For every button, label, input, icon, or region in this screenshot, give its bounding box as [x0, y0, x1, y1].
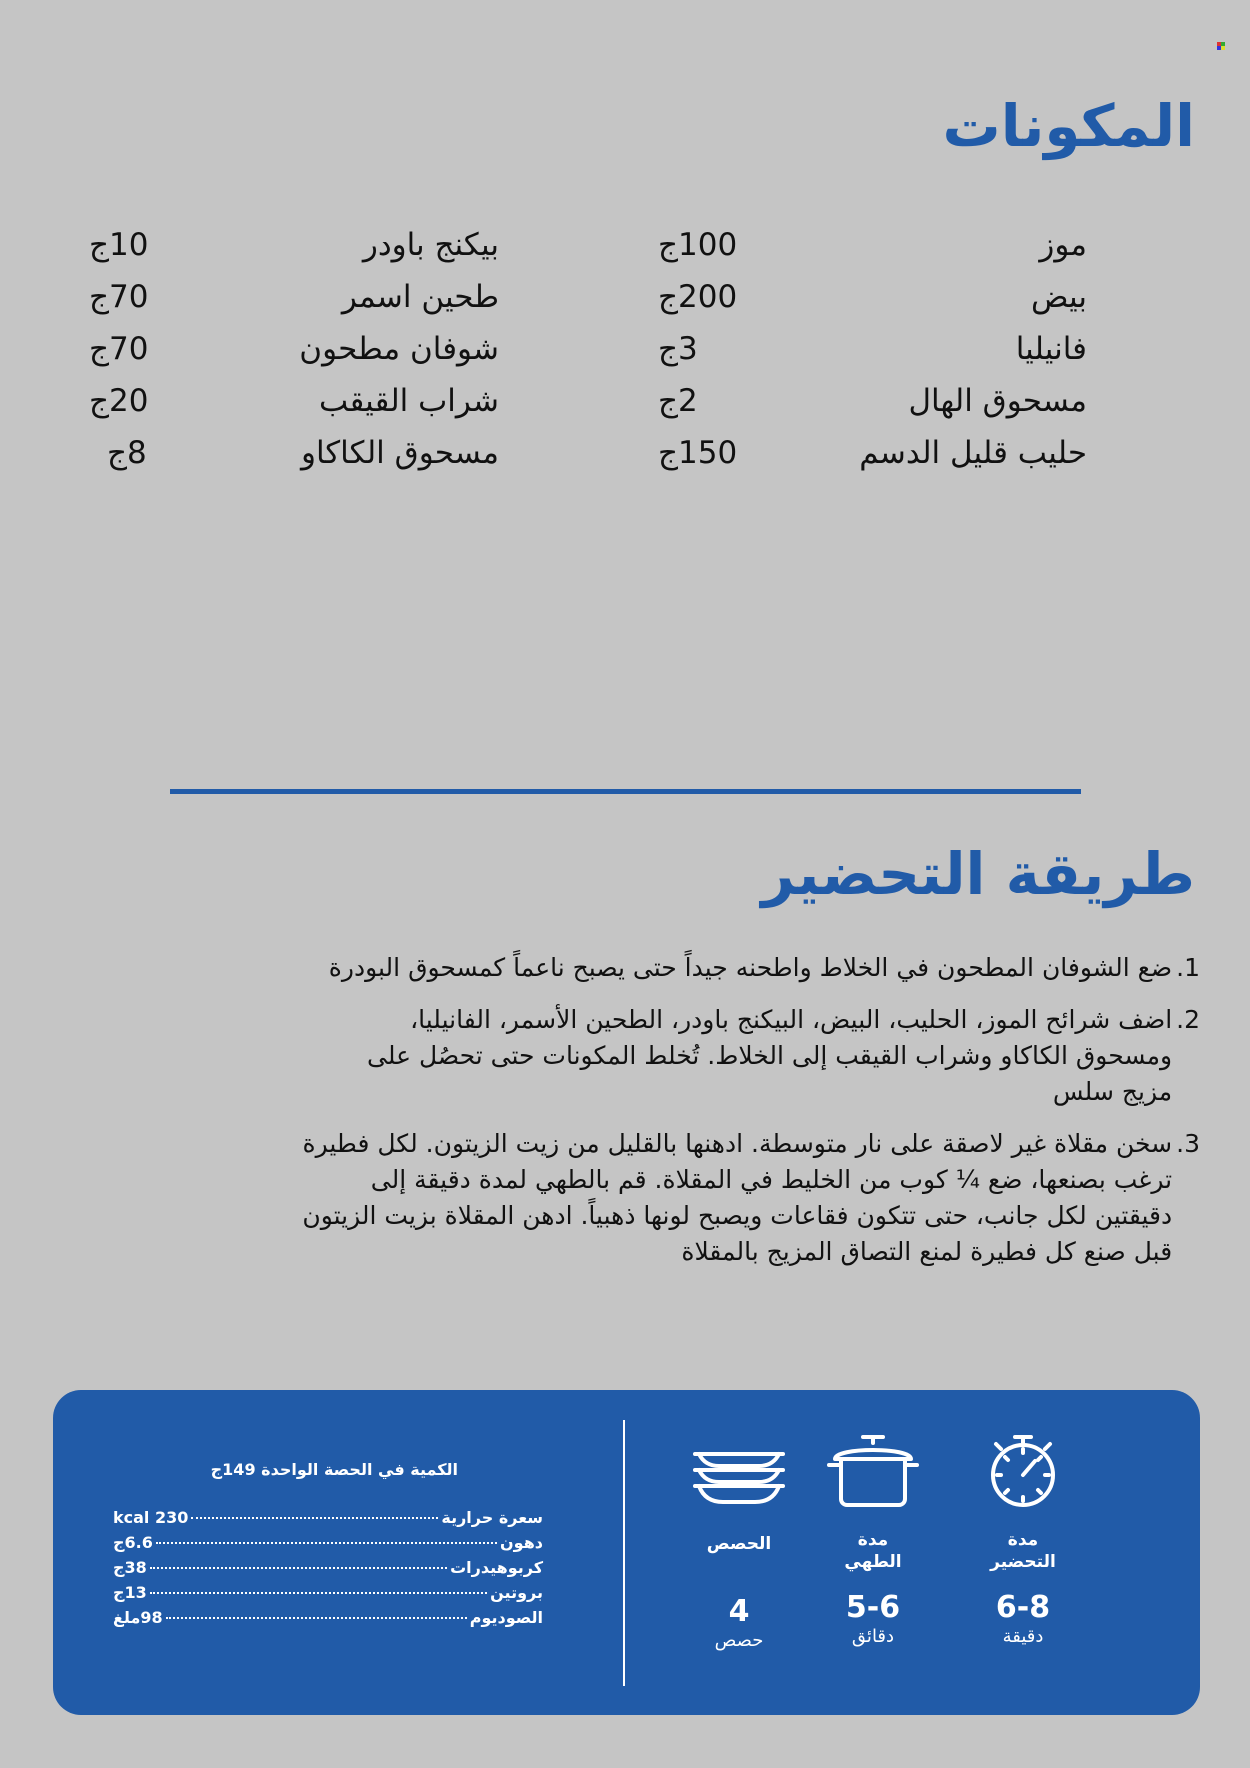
cook-time-value: 5-6 — [845, 1590, 901, 1625]
ingredient-amount: 100ج — [658, 227, 738, 263]
ingredient-name: شوفان مطحون — [299, 331, 499, 367]
servings-value: 4 — [728, 1594, 750, 1629]
ingredient-name: حليب قليل الدسم — [859, 435, 1087, 471]
leader-dots — [150, 1592, 487, 1594]
nutrition-row — [113, 1508, 543, 1533]
prep-time-label: مدة التحضير — [990, 1530, 1056, 1572]
method-title: طريقة التحضير — [761, 840, 1195, 908]
leader-dots — [191, 1517, 438, 1519]
nutrition-value: 230 kcal — [113, 1508, 189, 1527]
step-text: ضع الشوفان المطحون في الخلاط واطحنه جيداً حتى يصبح ناعماً كمسحوق البودرة — [328, 953, 1173, 982]
step-number: 3. — [1176, 1129, 1200, 1158]
corner-mark — [1217, 35, 1225, 43]
ingredient-amount: 150ج — [658, 435, 738, 471]
ingredient-amount: 3ج — [658, 331, 698, 367]
prep-time — [963, 1433, 1083, 1649]
ingredient-name: بيض — [1031, 279, 1087, 315]
ingredient-name: موز — [1039, 227, 1087, 263]
ingredient-name: فانيليا — [1015, 331, 1087, 367]
leader-dots — [166, 1617, 467, 1619]
ingredient-name: طحين اسمر — [341, 279, 499, 315]
recipe-info-card — [53, 1390, 1200, 1715]
step-number: 2. — [1176, 1005, 1200, 1034]
method-step — [240, 950, 1200, 986]
ingredient-name: مسحوق الهال — [908, 383, 1087, 419]
cooking-pot-icon — [813, 1433, 933, 1509]
nutrition-label: كربوهيدرات — [450, 1558, 543, 1577]
stacked-plates-icon — [679, 1450, 799, 1506]
leader-dots — [156, 1542, 497, 1544]
ingredient-amount: 200ج — [658, 279, 738, 315]
nutrition-label: سعرة حرارية — [441, 1508, 543, 1527]
cook-time — [813, 1433, 933, 1649]
ingredient-amount: 10ج — [89, 227, 149, 263]
ingredients-title: المكونات — [942, 92, 1195, 160]
method-steps — [240, 950, 1200, 1286]
step-text: سخن مقلاة غير لاصقة على نار متوسطة. ادهنها بالقليل من زيت الزيتون. لكل فطيرة ترغب بصنعها، ضع ¼ كوب من الخليط في المقلاة. قم بالطهي لمدة دقيقة إلى دقيقتين لكل جانب، حتى تتكون فقاعات ويصبح لونها ذهبياً. ادهن المقلاة بزيت الزيتون قبل صنع كل فطيرة لمنع التصاق المزيج بالمقلاة — [302, 1129, 1173, 1266]
servings — [679, 1450, 799, 1653]
nutrition-row — [113, 1558, 543, 1583]
stopwatch-icon — [963, 1433, 1083, 1509]
nutrition-title: الكمية في الحصة الواحدة 149ج — [210, 1460, 458, 1479]
prep-time-unit: دقيقة — [1002, 1626, 1044, 1647]
nutrition-row — [113, 1583, 543, 1608]
leader-dots — [150, 1567, 447, 1569]
nutrition-value: 6.6ج — [113, 1533, 153, 1552]
nutrition-label: دهون — [500, 1533, 543, 1552]
nutrition-value: 98ملغ — [113, 1608, 163, 1627]
step-text: اضف شرائح الموز، الحليب، البيض، البيكنج باودر، الطحين الأسمر، الفانيليا، ومسحوق الكاكاو وشراب القيقب إلى الخلاط. تُخلط المكونات حتى تحصُل على مزيج سلس — [367, 1005, 1173, 1106]
ingredient-name: مسحوق الكاكاو — [301, 435, 499, 471]
ingredient-name: بيكنج باودر — [362, 227, 499, 263]
nutrition-label: بروتين — [490, 1583, 543, 1602]
section-divider — [170, 789, 1081, 794]
prep-time-value: 6-8 — [995, 1590, 1051, 1625]
cook-time-label: مدة الطهي — [844, 1530, 902, 1572]
ingredient-amount: 70ج — [89, 279, 149, 315]
nutrition-row — [113, 1608, 543, 1633]
servings-label: الحصص — [706, 1534, 772, 1554]
cook-time-unit: دقائق — [851, 1626, 895, 1647]
nutrition-label: الصوديوم — [469, 1608, 543, 1627]
card-divider — [623, 1420, 625, 1686]
ingredient-amount: 8ج — [107, 435, 147, 471]
nutrition-row — [113, 1533, 543, 1558]
ingredient-name: شراب القيقب — [319, 383, 499, 419]
nutrition-value: 13ج — [113, 1583, 147, 1602]
method-step — [240, 1002, 1200, 1110]
nutrition-value: 38ج — [113, 1558, 147, 1577]
ingredient-amount: 20ج — [89, 383, 149, 419]
ingredient-amount: 2ج — [658, 383, 698, 419]
servings-unit: حصص — [714, 1630, 764, 1651]
step-number: 1. — [1176, 953, 1200, 982]
method-step — [240, 1126, 1200, 1270]
ingredient-amount: 70ج — [89, 331, 149, 367]
